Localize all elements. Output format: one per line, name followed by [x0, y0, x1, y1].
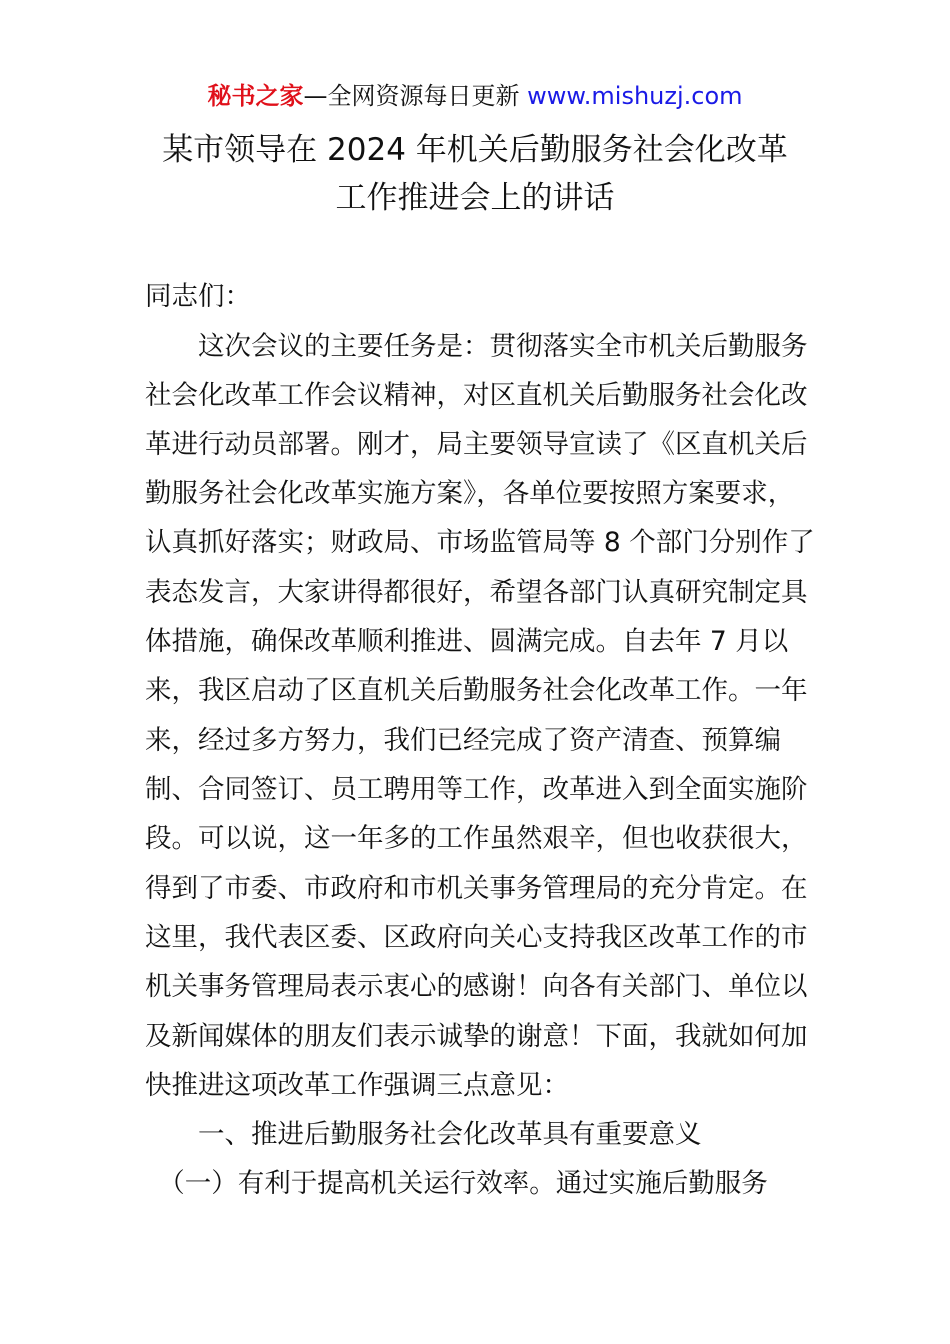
body-line: 这次会议的主要任务是：贯彻落实全市机关后勤服务 [145, 331, 808, 362]
section-heading: 一、推进后勤服务社会化改革具有重要意义 [145, 1119, 702, 1150]
body-line: 来，经过多方努力，我们已经完成了资产清查、预算编 [145, 725, 781, 756]
body-line: 这里，我代表区委、区政府向关心支持我区改革工作的市 [145, 922, 808, 953]
body-line: 段。可以说，这一年多的工作虽然艰辛，但也收获很大， [145, 823, 808, 854]
document-title-line-1: 某市领导在 2024 年机关后勤服务社会化改革 [162, 132, 788, 168]
body-line: 同志们： [145, 281, 251, 312]
body-line: 来，我区启动了区直机关后勤服务社会化改革工作。一年 [145, 675, 808, 706]
body-line: 得到了市委、市政府和市机关事务管理局的充分肯定。在 [145, 873, 808, 904]
body-line: 快推进这项改革工作强调三点意见： [145, 1070, 569, 1101]
site-header [0, 80, 950, 112]
subsection-heading: （一）有利于提高机关运行效率。通过实施后勤服务 [145, 1168, 768, 1199]
body-line: 体措施，确保改革顺利推进、圆满完成。自去年 7 月以 [145, 626, 789, 657]
body-line: 革进行动员部署。刚才，局主要领导宣读了《区直机关后 [145, 429, 808, 460]
body-line: 社会化改革工作会议精神，对区直机关后勤服务社会化改 [145, 380, 808, 411]
brand-name: 秘书之家 [207, 82, 304, 110]
document-title-line-2: 工作推进会上的讲话 [335, 180, 615, 216]
header-tagline: —全网资源每日更新 [303, 82, 520, 110]
body-line: 勤服务社会化改革实施方案》，各单位要按照方案要求， [145, 478, 795, 509]
body-line: 制、合同签订、员工聘用等工作，改革进入到全面实施阶 [145, 774, 808, 805]
site-url[interactable]: www.mishuzj.com [527, 82, 743, 110]
body-line: 机关事务管理局表示衷心的感谢！向各有关部门、单位以 [145, 971, 808, 1002]
body-line: 表态发言，大家讲得都很好，希望各部门认真研究制定具 [145, 577, 808, 608]
body-line: 及新闻媒体的朋友们表示诚挚的谢意！下面，我就如何加 [145, 1021, 808, 1052]
body-line: 认真抓好落实；财政局、市场监管局等 8 个部门分别作了 [145, 527, 815, 558]
